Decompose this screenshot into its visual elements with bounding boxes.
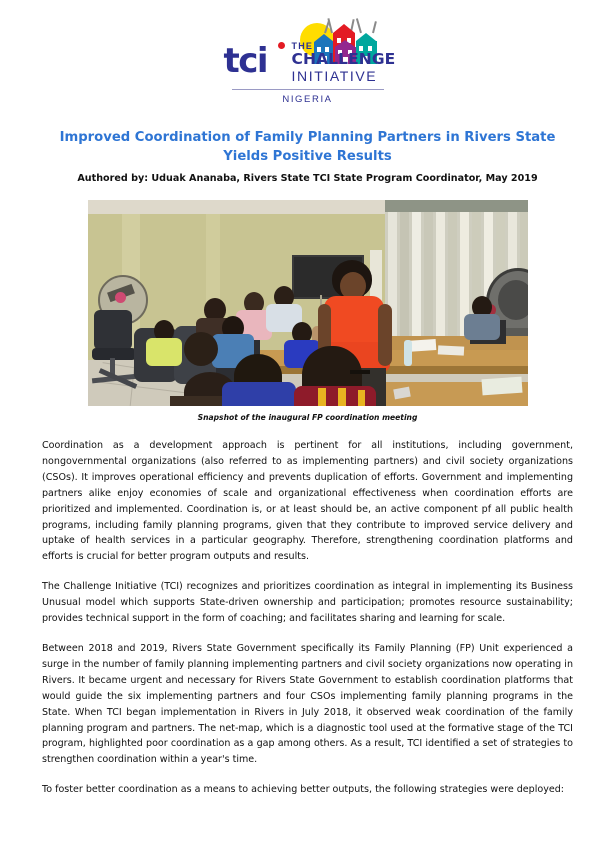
paragraph: To foster better coordination as a means to achieving better outputs, the following strategies were deployed: — [42, 784, 565, 796]
tci-nigeria-logo — [223, 22, 396, 110]
logo-line-the: THE — [291, 41, 314, 51]
logo-divider — [232, 89, 384, 90]
antenna-icon-5 — [372, 21, 376, 33]
photo-fan-left-hub — [115, 292, 126, 303]
photo-foreground-stripe — [358, 390, 365, 406]
logo-header — [0, 0, 615, 110]
paragraph: Between 2018 and 2019, Rivers State Government specifically its Family Planning (FP) Unit experienced a surge in the number of family planning implementing partners and civil society organizations now operating in Rivers. It became urgent and necessary for Rivers State Government to establish coordination platforms that would guide the six implementing partners and four CSOs implementing family planning programs in the State. When TCI began implementation in Rivers in July 2018, it observed weak coordination of the family planning program and partners. The net-map, which is a diagnostic tool used at the formative stage of the TCI program, highlighted poor coordination as a gap among others. As a result, TCI identified a set of strategies to strengthen coordination within a year's time. — [42, 642, 573, 766]
tci-wordmark: tci — [223, 41, 268, 81]
article-body — [42, 438, 573, 798]
photo-standing-woman-arm — [378, 304, 392, 366]
photo-foreground-body-2 — [222, 382, 296, 406]
paragraph: Coordination as a development approach is pertinent for all institutions, including government, nongovernmental organizations (also referred to as implementing partners) and civil society organizations (CSOs). It improves operational efficiency and prevents duplication of efforts. Government and implementing partners alike enjoy economies of scale and organizational effectiveness when coordination efforts are prioritized and implemented. Coordination is, or at least should be, an active component pf all public health programs, including family planning programs, given that they contribute to improved service delivery and uptake of health services in a particular geography. Therefore, strengthening coordination platforms and efforts is crucial for better program outputs and results. — [42, 440, 573, 563]
figure — [88, 200, 528, 422]
photo-foreground-stripe — [338, 388, 346, 406]
photo-foreground-head-4 — [184, 332, 218, 366]
photo-person-body — [464, 314, 500, 340]
figure-caption: Snapshot of the inaugural FP coordination meeting — [197, 413, 418, 422]
photo-person-body — [146, 338, 182, 366]
logo-country-label: NIGERIA — [282, 94, 333, 105]
photo-papers-front — [481, 377, 522, 396]
photo-foreground-stripe — [318, 388, 326, 406]
logo-wordmark-lines — [292, 42, 396, 83]
meeting-photograph — [88, 200, 528, 406]
tci-i-dot-icon — [278, 42, 285, 49]
logo-line-initiative: INITIATIVE — [291, 67, 378, 84]
photo-foreground-glasses — [350, 370, 370, 374]
photo-papers-2 — [437, 345, 463, 355]
antenna-icon-4 — [355, 18, 361, 33]
logo-line-challenge: CHALLENGE — [291, 50, 396, 68]
article-byline: Authored by: Uduak Ananaba, Rivers State TCI State Program Coordinator, May 2019 — [77, 173, 538, 184]
paragraph: The Challenge Initiative (TCI) recognizes and prioritizes coordination as integral in implementing its Business Unusual model which supports State-driven ownership and participation; promotes resource sustainability; provides technical support in the form of coaching; and facilitates sharing and learning for scale. — [42, 581, 573, 625]
photo-water-bottle — [404, 340, 412, 366]
page-title: Improved Coordination of Family Planning Partners in Rivers State Yields Positive Results — [59, 130, 556, 164]
photo-blind-header-rail — [385, 200, 528, 212]
photo-chair-empty-back — [94, 310, 132, 350]
